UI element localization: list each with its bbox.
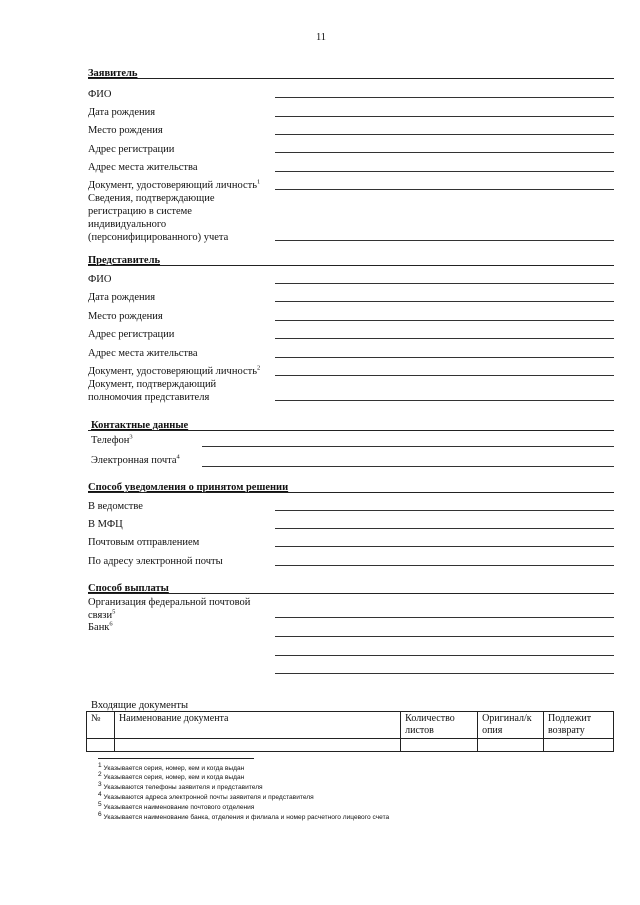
col-header-return: Подлежит возврату xyxy=(544,712,614,739)
representative-id-doc-line[interactable] xyxy=(275,375,614,376)
applicant-fio-line[interactable] xyxy=(275,97,614,98)
representative-registration-line[interactable] xyxy=(275,338,614,339)
footnote-6: $^6$ Указывается наименование банка, отделения и филиала и номер расчетного лицевого счета xyxy=(98,810,390,821)
footnote-ref-3: 3 xyxy=(129,433,133,441)
applicant-residence-line[interactable] xyxy=(275,171,614,172)
table-cell[interactable] xyxy=(114,739,400,752)
footnote-5: $^5$ Указывается наименование почтового отделения xyxy=(98,800,255,811)
applicant-divider xyxy=(88,78,614,79)
incoming-documents-table xyxy=(86,711,614,752)
payment-bank-line-2[interactable] xyxy=(275,655,614,656)
representative-registration-label: Адрес регистрации xyxy=(88,329,175,340)
notification-option-post: Почтовым отправлением xyxy=(88,537,200,548)
applicant-birthplace-line[interactable] xyxy=(275,134,614,135)
applicant-fio-label: ФИО xyxy=(88,89,112,100)
contacts-divider xyxy=(88,430,614,431)
applicant-birthplace-label: Место рождения xyxy=(88,125,163,136)
email-label: Электронная почта$^4$ xyxy=(91,453,180,466)
applicant-title: Заявитель xyxy=(88,68,138,79)
payment-post-label: Организация федеральной почтовой связи$^5$ xyxy=(88,597,251,621)
representative-id-doc-label: Документ, удостоверяющий личность$^2$ xyxy=(88,364,261,377)
page-number: 11 xyxy=(315,32,327,43)
representative-birthplace-label: Место рождения xyxy=(88,311,163,322)
notification-email-line[interactable] xyxy=(275,565,614,566)
representative-divider xyxy=(88,265,614,266)
footnote-ref-5: 5 xyxy=(112,608,116,616)
applicant-residence-label: Адрес места жительства xyxy=(88,162,198,173)
payment-post-line[interactable] xyxy=(275,617,614,618)
table-cell[interactable] xyxy=(401,739,478,752)
notification-option-email: По адресу электронной почты xyxy=(88,556,223,567)
payment-title: Способ выплаты xyxy=(88,583,169,594)
applicant-snils-label: Сведения, подтверждающие регистрацию в системе индивидуального (персонифицированного) учета xyxy=(88,193,229,243)
representative-authority-line[interactable] xyxy=(275,400,614,401)
applicant-registration-label: Адрес регистрации xyxy=(88,144,175,155)
notification-title: Способ уведомления о принятом решении xyxy=(88,482,289,493)
footnote-ref-6: 6 xyxy=(109,620,113,628)
footnote-ref-1: 1 xyxy=(257,178,261,186)
footnote-2: $^2$ Указывается серия, номер, кем и когда выдан xyxy=(98,770,245,781)
notification-mfc-line[interactable] xyxy=(275,528,614,529)
table-cell[interactable] xyxy=(478,739,544,752)
representative-residence-line[interactable] xyxy=(275,357,614,358)
representative-fio-line[interactable] xyxy=(275,283,614,284)
applicant-birthdate-line[interactable] xyxy=(275,116,614,117)
notification-divider xyxy=(88,492,614,493)
col-header-name: Наименование документа xyxy=(114,712,400,739)
representative-title: Представитель xyxy=(88,255,161,266)
notification-option-office: В ведомстве xyxy=(88,501,143,512)
applicant-id-doc-label: Документ, удостоверяющий личность$^1$ xyxy=(88,178,261,191)
notification-post-line[interactable] xyxy=(275,546,614,547)
contacts-title: Контактные данные xyxy=(91,420,189,431)
footnote-1: $^1$ Указывается серия, номер, кем и когда выдан xyxy=(98,761,245,772)
footnote-ref-4: 4 xyxy=(176,453,180,461)
phone-label: Телефон$^3$ xyxy=(91,433,133,446)
payment-divider xyxy=(88,593,614,594)
table-header-row xyxy=(87,712,614,739)
representative-fio-label: ФИО xyxy=(88,274,112,285)
applicant-registration-line[interactable] xyxy=(275,152,614,153)
representative-authority-label: Документ, подтверждающий полномочия представителя xyxy=(88,379,217,403)
table-row xyxy=(87,739,614,752)
representative-birthdate-label: Дата рождения xyxy=(88,292,156,303)
footnote-ref-2: 2 xyxy=(257,364,261,372)
phone-line[interactable] xyxy=(202,446,614,447)
footnotes-separator xyxy=(98,758,254,759)
notification-office-line[interactable] xyxy=(275,510,614,511)
col-header-original: Оригинал/к опия xyxy=(478,712,544,739)
footnote-3: $^3$ Указываются телефоны заявителя и представителя xyxy=(98,780,263,791)
representative-birthplace-line[interactable] xyxy=(275,320,614,321)
notification-option-mfc: В МФЦ xyxy=(88,519,123,530)
payment-bank-line-1[interactable] xyxy=(275,636,614,637)
footnote-4: $^4$ Указываются адреса электронной почты заявителя и представителя xyxy=(98,790,314,801)
payment-bank-label: Банк$^6$ xyxy=(88,620,113,633)
col-header-number: № xyxy=(87,712,115,739)
applicant-birthdate-label: Дата рождения xyxy=(88,107,156,118)
applicant-id-doc-line[interactable] xyxy=(275,189,614,190)
table-cell[interactable] xyxy=(87,739,115,752)
email-line[interactable] xyxy=(202,466,614,467)
incoming-title: Входящие документы xyxy=(91,700,189,711)
applicant-snils-line[interactable] xyxy=(275,240,614,241)
col-header-sheets: Количество листов xyxy=(401,712,478,739)
table-cell[interactable] xyxy=(544,739,614,752)
representative-birthdate-line[interactable] xyxy=(275,301,614,302)
representative-residence-label: Адрес места жительства xyxy=(88,348,198,359)
payment-bank-line-3[interactable] xyxy=(275,673,614,674)
